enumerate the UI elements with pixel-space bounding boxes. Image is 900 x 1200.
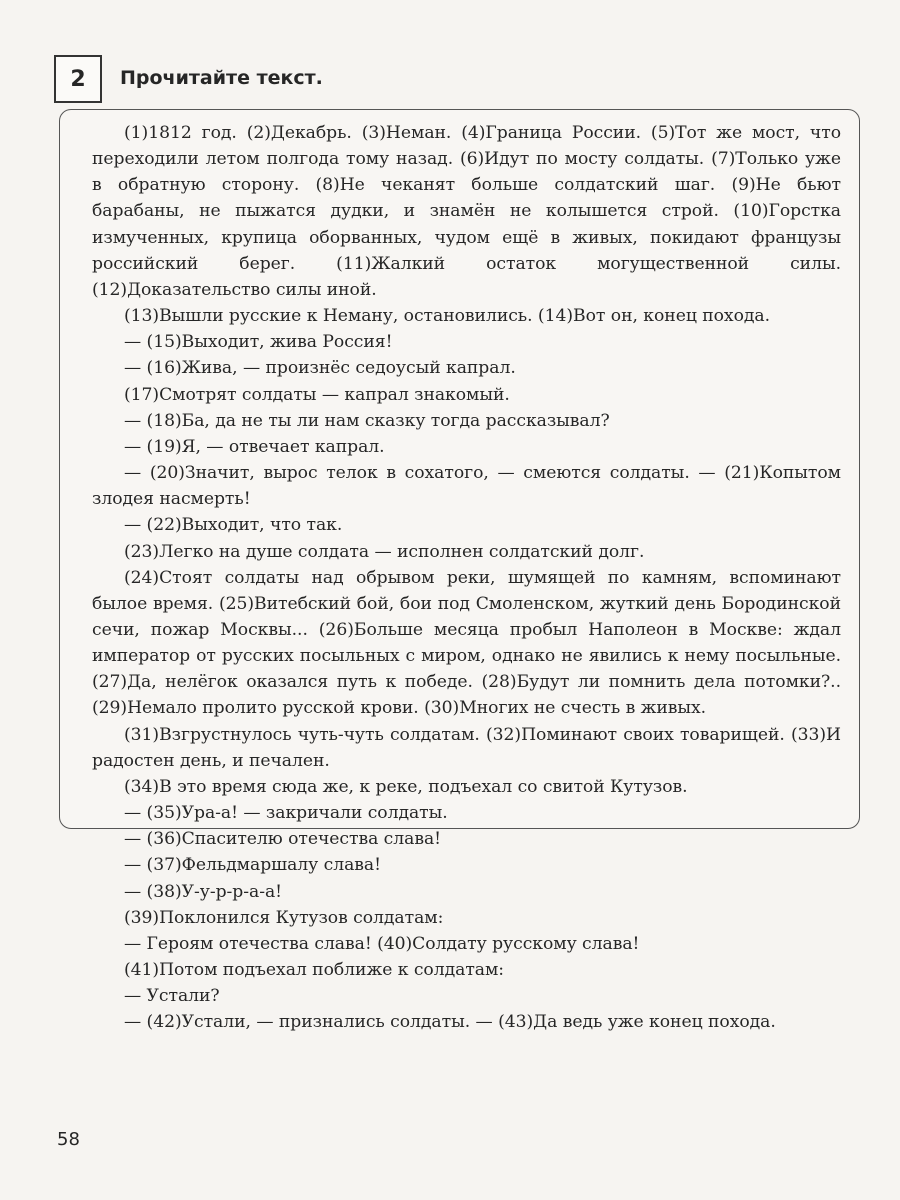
text-paragraph: — (42)Устали, — признались солдаты. — (43)Да ведь уже конец похода. xyxy=(124,1012,776,1033)
text-paragraph: — (22)Выходит, что так. xyxy=(124,515,343,536)
text-paragraph: — (35)Ура-а! — закричали солдаты. xyxy=(124,803,448,824)
text-paragraph: — (16)Жива, — произнёс седоусый капрал. xyxy=(124,358,516,379)
text-paragraph: — (37)Фельдмаршалу слава! xyxy=(124,855,381,876)
text-paragraph: (39)Поклонился Кутузов солдатам: xyxy=(124,907,444,928)
text-paragraph: — (15)Выходит, жива Россия! xyxy=(124,332,393,353)
text-paragraph: (13)Вышли русские к Неману, остановились. (14)Вот он, конец похода. xyxy=(124,306,771,327)
text-paragraph: — Героям отечества слава! (40)Солдату русскому слава! xyxy=(124,933,640,954)
text-paragraph: (31)Взгрустнулось чуть-чуть солдатам. (32)Поминают своих товарищей. (33)И радостен день, и печален. xyxy=(92,724,841,771)
text-paragraph: (17)Смотрят солдаты — капрал знакомый. xyxy=(124,384,510,405)
text-paragraph: (24)Стоят солдаты над обрывом реки, шумящей по камням, вспоминают былое время. (25)Витебский бой, бои под Смоленском, жуткий день Бородинской сечи, пожар Москвы... (26)Больше месяца пробыл Наполеон в Москве: ждал император от русских посыльных с миром, однако не явились к нему посыльные. (27)Да, нелёгок оказался путь к победе. (28)Будут ли помнить дела потомки?.. (29)Немало пролито русской крови. (30)Многих не счесть в живых. xyxy=(92,567,841,719)
task-number-box: 2 xyxy=(54,55,102,103)
text-paragraph: — (18)Ба, да не ты ли нам сказку тогда рассказывал? xyxy=(124,410,610,431)
text-paragraph: — (36)Спасителю отечества слава! xyxy=(124,829,441,850)
text-paragraph: (1)1812 год. (2)Декабрь. (3)Неман. (4)Граница России. (5)Тот же мост, что переходили летом полгода тому назад. (6)Идут по мосту солдаты. (7)Только уже в обратную сторону. (8)Не чеканят больше солдатский шаг. (9)Не бьют барабаны, не пыжатся дудки, и знамён не колышется строй. (10)Горстка измученных, крупица оборванных, чудом ещё в живых, покидают французы российский берег. (11)Жалкий остаток могущественной силы. (12)Доказательство силы иной. xyxy=(92,123,841,300)
text-paragraph: — (19)Я, — отвечает капрал. xyxy=(124,436,385,457)
task-instruction: Прочитайте текст. xyxy=(120,67,323,89)
text-paragraph: — Устали? xyxy=(124,986,220,1007)
text-paragraph: (34)В это время сюда же, к реке, подъехал со свитой Кутузов. xyxy=(124,776,688,797)
text-paragraph: (41)Потом подъехал поближе к солдатам: xyxy=(124,960,505,980)
reading-text-frame xyxy=(59,109,860,1033)
page-number: 58 xyxy=(57,1129,80,1150)
text-paragraph: — (38)У-у-р-р-а-а! xyxy=(124,881,283,902)
text-paragraph: — (20)Значит, вырос телок в сохатого, — смеются солдаты. — (21)Копытом злодея насмерть! xyxy=(92,463,841,510)
text-paragraph: (23)Легко на душе солдата — исполнен солдатский долг. xyxy=(124,541,645,562)
